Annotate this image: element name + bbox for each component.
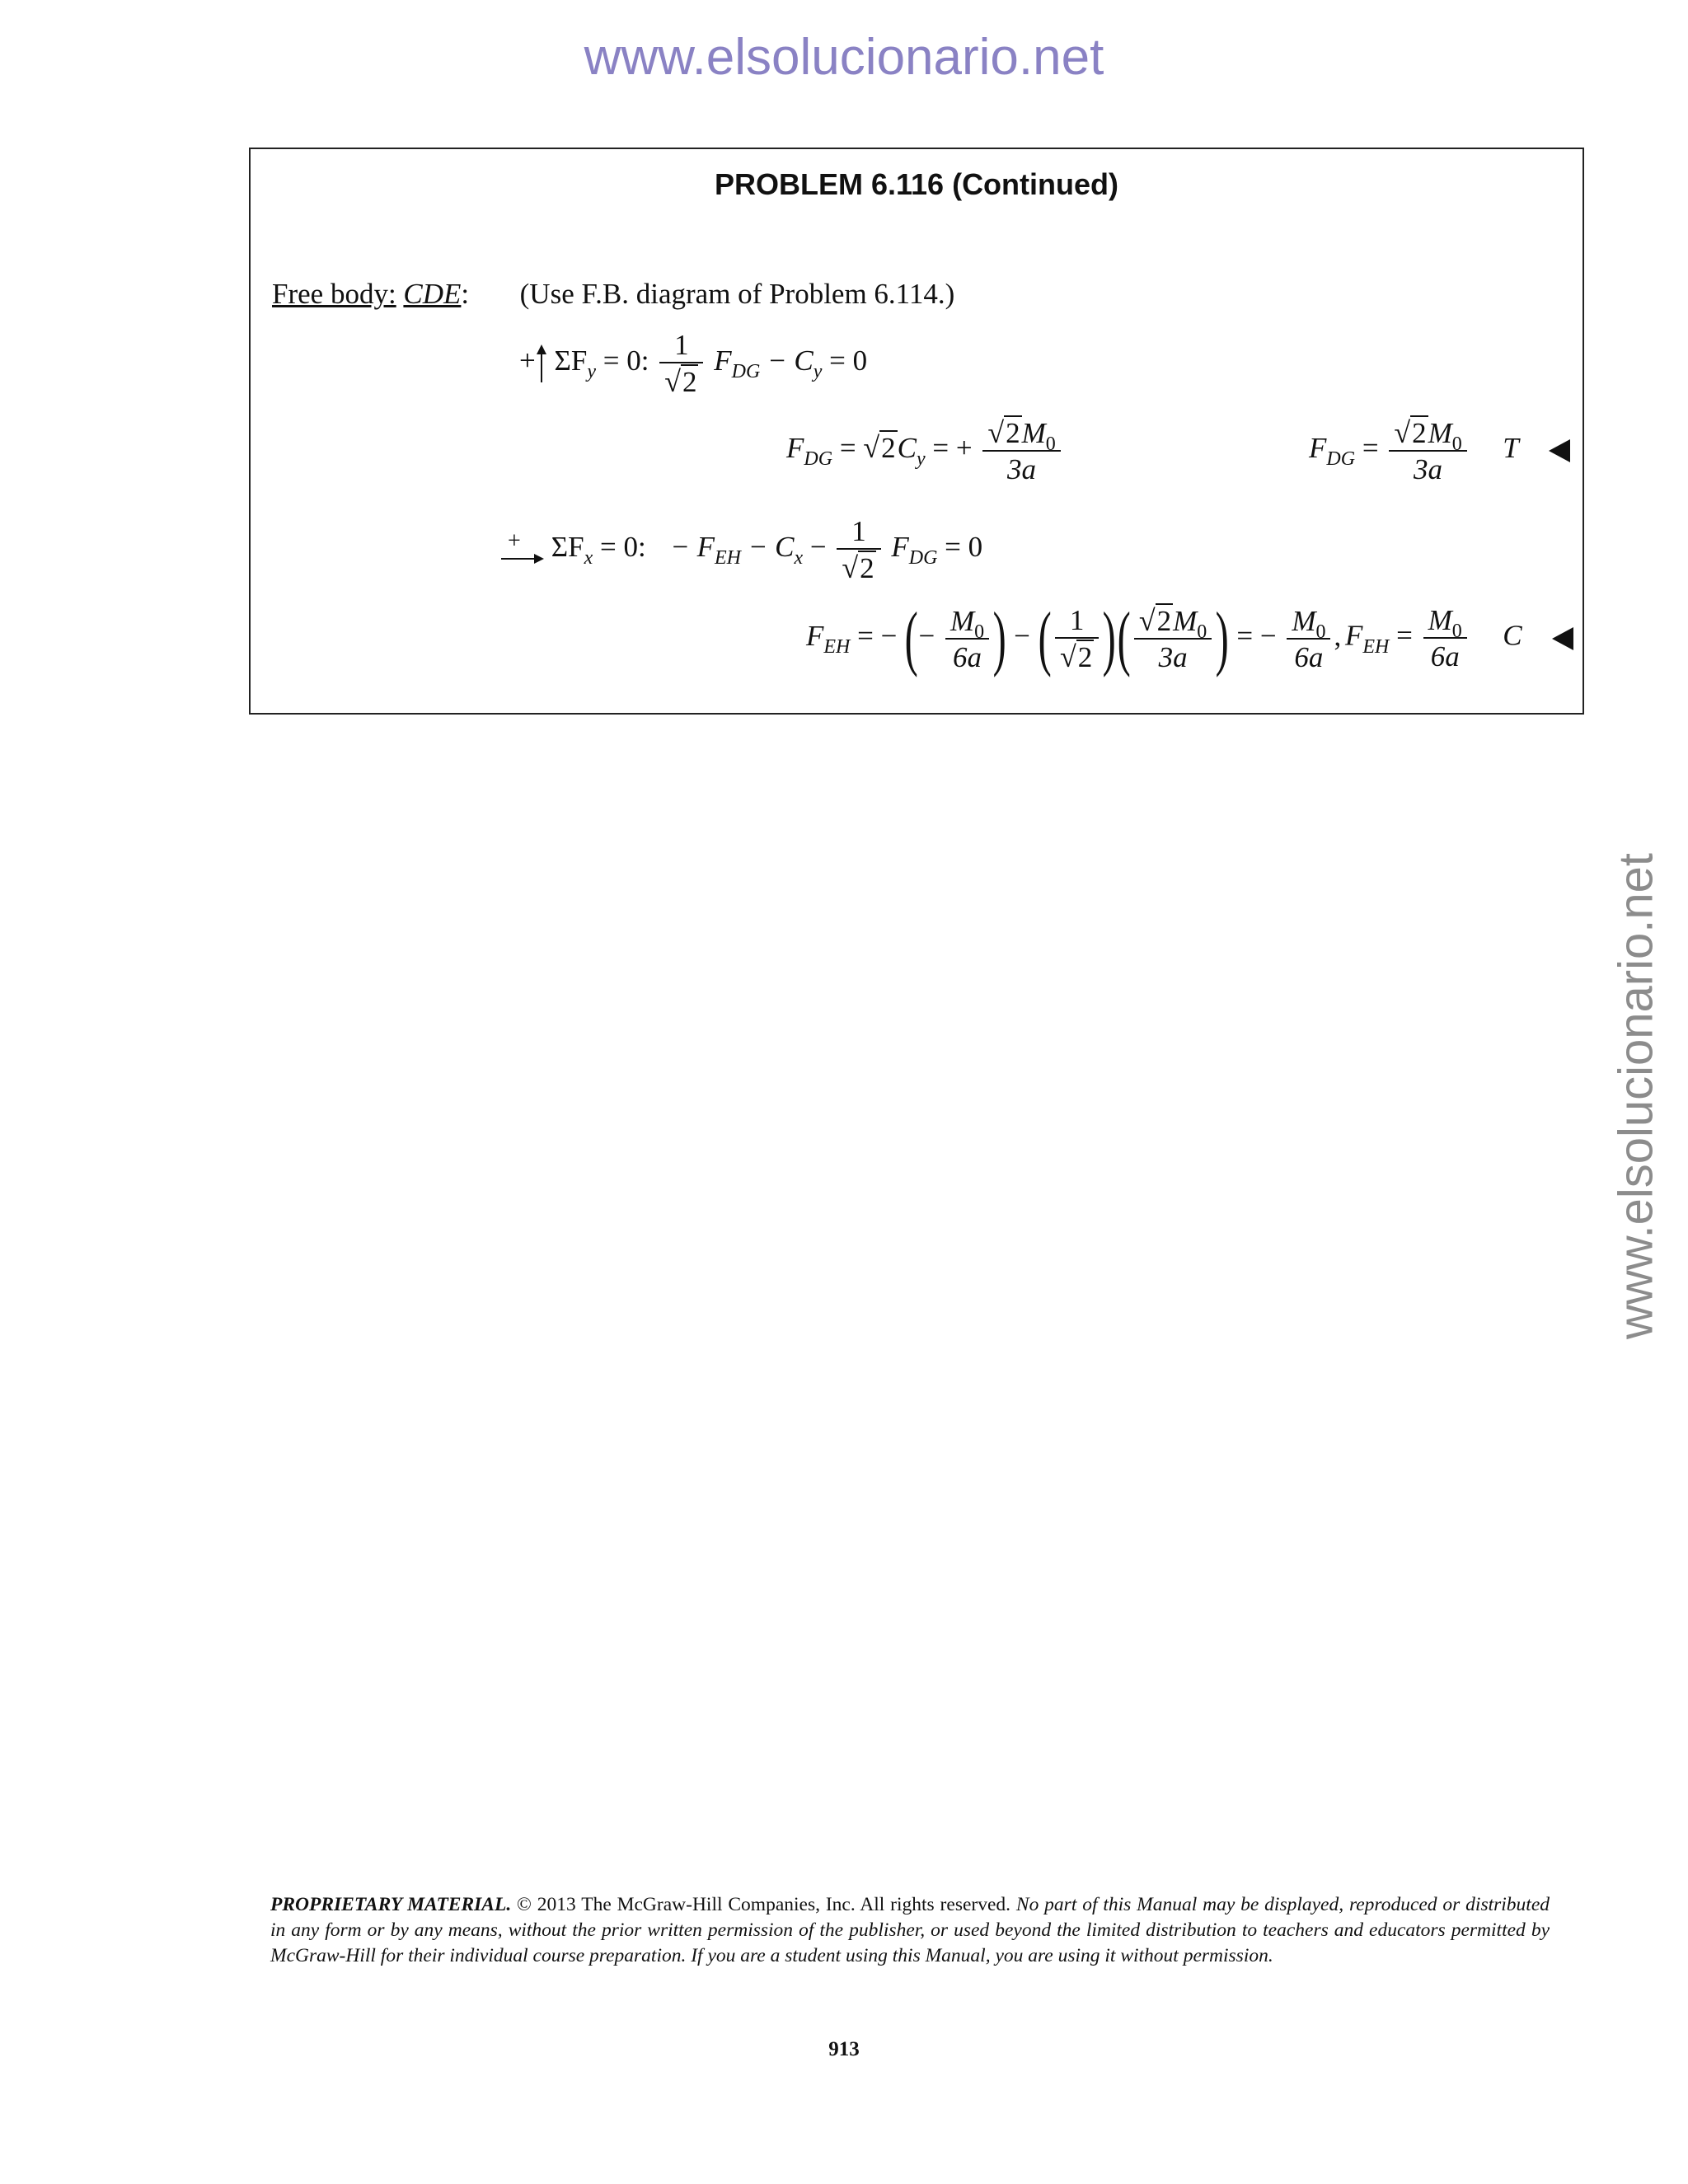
fx-frac-num: 1: [837, 517, 880, 550]
ans-fdg-eq: =: [1362, 432, 1379, 465]
feh-eq: = −: [857, 620, 898, 653]
ans-fdg-lhs-sub: DG: [1326, 448, 1356, 471]
feh-f1-den: 6a: [953, 640, 982, 673]
ans-feh-den: 6a: [1430, 640, 1460, 673]
footer-italic: No part of this Manual may be displayed, reproduced or distributed in any form or by any means, without the prior written permission of the publisher, or used beyond the limited distribution to teachers and educators permitted by McGraw-Hill for their individual course preparation. If you are a student using this Manual, you are using it without permission.: [270, 1894, 1550, 1966]
fdg-num-m: M: [1021, 417, 1046, 449]
fraction-1-over-root2: [1055, 606, 1099, 672]
feh-f4-num-m: M: [1292, 604, 1316, 637]
free-body-name: CDE: [403, 278, 462, 310]
fdg-lhs-sub: DG: [804, 448, 833, 471]
footer-normal: © 2013 The McGraw-Hill Companies, Inc. All rights reserved.: [511, 1894, 1011, 1915]
feh-f3-num-m: M: [1173, 605, 1198, 637]
feh-f3-num-sub: 0: [1197, 621, 1207, 643]
fdg-mid-c: C: [897, 432, 917, 465]
free-body-label: Free body:: [272, 278, 396, 310]
feh-f4-num-sub: 0: [1315, 621, 1326, 643]
fraction-1-over-root2: [837, 517, 880, 583]
right-arrow-icon: +: [501, 535, 544, 565]
answer-marker-icon: [1552, 627, 1573, 650]
feh-f3-num-rad: 2: [1156, 605, 1172, 637]
equation-sum-fy: [519, 330, 867, 396]
fx-t2: − C: [748, 531, 795, 564]
fy-eq0: = 0:: [603, 344, 649, 377]
fy-lhs: ΣF: [554, 344, 588, 377]
fdg-mid-rad: 2: [881, 432, 896, 465]
fx-lhs-sub: x: [584, 547, 593, 569]
ans-fdg-type: T: [1503, 432, 1519, 465]
fx-eq0: = 0:: [600, 531, 646, 564]
ans-feh-num-m: M: [1428, 604, 1452, 636]
fdg-num-rad: 2: [1006, 417, 1020, 449]
ans-feh-lhs-sub: EH: [1362, 635, 1390, 658]
feh-f2-num: 1: [1055, 606, 1099, 639]
feh-lhs: F: [806, 620, 824, 653]
watermark-side-text: www.elsolucionario.net: [1609, 853, 1663, 1339]
sqrt-icon: √: [1394, 416, 1411, 449]
fx-frac-den: 2: [860, 552, 874, 584]
fraction-m0-over-6a: [945, 604, 989, 673]
ans-feh-lhs: F: [1345, 619, 1363, 652]
feh-f2-den-rad: 2: [1077, 641, 1093, 673]
fdg-mid-c-sub: y: [916, 448, 926, 471]
page-number: 913: [828, 2038, 860, 2060]
problem-title: PROBLEM 6.116 (Continued): [714, 167, 1119, 201]
fy-minus-c: − C: [767, 344, 814, 377]
feh-f1-sign: −: [918, 620, 935, 653]
fdg-num-m-sub: 0: [1045, 434, 1056, 455]
fdg-mid: =: [839, 432, 856, 465]
sqrt-icon: √: [1059, 640, 1076, 673]
fdg-den: 3a: [1007, 453, 1037, 485]
footer-bold: PROPRIETARY MATERIAL.: [270, 1894, 512, 1915]
ans-feh-eq: =: [1396, 619, 1413, 652]
fraction-m0-over-6a: [1287, 604, 1330, 673]
feh-eq2: = −: [1236, 620, 1277, 653]
fdg-eq2: = +: [932, 432, 973, 465]
feh-comma: ,: [1334, 620, 1342, 653]
answer-marker-icon: [1549, 439, 1570, 462]
free-body-colon: :: [461, 278, 470, 310]
fy-lhs-sub: y: [587, 361, 596, 383]
free-body-note: (Use F.B. diagram of Problem 6.114.): [519, 278, 955, 310]
result-feh: $F_{EH}$ = − (− $\frac{M_0}{6a}$ ) − ( $\frac{1}{√2}$ )( $\frac{√2M_0}{3a}$ ) = − $\frac{M_0}{6a}$ ,: [806, 598, 1342, 679]
ans-feh-num-sub: 0: [1451, 621, 1462, 642]
feh-f1-num-m: M: [950, 604, 975, 637]
ans-fdg-num-m-sub: 0: [1451, 434, 1462, 455]
sqrt-icon: √: [987, 416, 1005, 449]
feh-f4-den: 6a: [1294, 640, 1324, 673]
sqrt-icon: √: [664, 365, 681, 398]
fx-rhs: = 0: [945, 531, 983, 564]
fx-minus: −: [809, 531, 827, 564]
sqrt-icon: √: [1138, 604, 1156, 637]
fraction-1-over-root2: [659, 330, 703, 396]
feh-f3-den: 3a: [1158, 641, 1188, 673]
ans-fdg-lhs: F: [1309, 432, 1327, 465]
fx-t1: − F: [670, 531, 715, 564]
fraction-root2-m0-over-3a: [1389, 418, 1466, 484]
fdg-lhs: F: [786, 432, 804, 465]
watermark-top: www.elsolucionario.net: [584, 29, 1104, 86]
fx-lhs: ΣF: [551, 531, 584, 564]
ans-fdg-num-m: M: [1428, 417, 1452, 449]
feh-f1-num-sub: 0: [974, 621, 985, 643]
sqrt-icon: √: [842, 551, 859, 584]
radicand: 2: [682, 366, 697, 398]
fx-t2-sub: x: [794, 547, 804, 569]
problem-box: [249, 148, 1584, 715]
answer-fdg: [1309, 418, 1570, 484]
fx-t3-sub: DG: [908, 547, 938, 569]
ans-fdg-num-rad: 2: [1412, 417, 1427, 449]
answer-feh: [1345, 606, 1573, 671]
fy-rhs: = 0: [829, 344, 868, 377]
fy-term1-sub: DG: [731, 361, 761, 383]
fraction-root2-m0-over-3a: [982, 418, 1060, 484]
frac-num: 1: [659, 330, 703, 363]
fx-t1-sub: EH: [714, 547, 741, 569]
ans-fdg-den: 3a: [1414, 453, 1443, 485]
up-arrow-icon: [536, 344, 547, 382]
sqrt-icon: √: [863, 431, 880, 465]
feh-lhs-sub: EH: [823, 636, 851, 658]
sign-plus: +: [519, 344, 536, 377]
feh-minus: −: [1014, 620, 1030, 653]
fraction-root2-m0-over-3a: [1134, 606, 1212, 672]
fx-t3: F: [891, 531, 909, 564]
free-body-line: [272, 279, 954, 308]
ans-feh-type: C: [1503, 619, 1522, 652]
fy-term1: F: [714, 344, 732, 377]
copyright-footer: [270, 1892, 1550, 1969]
equation-sum-fx: [501, 517, 982, 583]
fraction-m0-over-6a: [1423, 606, 1467, 671]
result-fdg: [786, 418, 1064, 484]
fy-term2-sub: y: [813, 361, 823, 383]
